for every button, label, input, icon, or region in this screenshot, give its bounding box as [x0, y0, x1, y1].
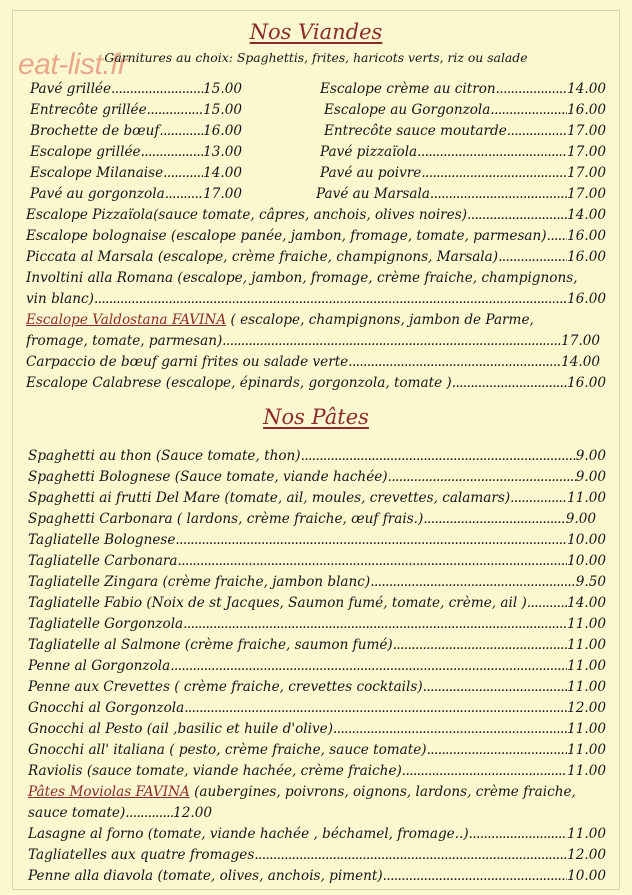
menu-item: Pavé au poivre ..... 17.00: [320, 163, 606, 183]
menu-item: Escalope Calabrese (escalope, épinards, gorgonzola, tomate ) ..... 16.00: [26, 373, 606, 393]
menu-item: Escalope crème au citron ..... 14.00: [320, 79, 606, 99]
menu-item: Escalope grillée ..... 13.00: [30, 142, 242, 162]
menu-item: Escalope Milanaise ..... 14.00: [30, 163, 242, 183]
menu-item: Tagliatelles aux quatre fromages ..... 12.00: [28, 845, 606, 865]
menu-item: Tagliatelle Gorgonzola ..... 11.00: [28, 614, 606, 634]
menu-item: Pavé au gorgonzola ..... 17.00: [30, 184, 242, 204]
menu-item: Entrecôte sauce moutarde ..... 17.00: [324, 121, 606, 141]
menu-item: Escalope au Gorgonzola ..... 16.00: [324, 100, 606, 120]
menu-item: Spaghetti Carbonara ( lardons, crème fraiche, œuf frais.) ..... 9.00: [28, 509, 596, 529]
menu-item: Pavé pizzaïola ..... 17.00: [320, 142, 606, 162]
menu-item: Lasagne al forno (tomate, viande hachée , béchamel, fromage..) ..... 11.00: [28, 824, 606, 844]
menu-item: Gnocchi al Pesto (ail ,basilic et huile d'olive) ..... 11.00: [28, 719, 606, 739]
menu-item: Penne al Gorgonzola ..... 11.00: [28, 656, 606, 676]
menu-item: Pavé au Marsala ..... 17.00: [316, 184, 606, 204]
garnish-subtitle: Garnitures au choix: Spaghettis, frites, haricots verts, riz ou salade: [104, 50, 528, 65]
section-heading-viandes: Nos Viandes: [249, 20, 383, 44]
specialty-name: Pâtes Moviolas FAVINA: [28, 784, 190, 800]
menu-item: fromage, tomate, parmesan) ..... 17.00: [26, 331, 600, 351]
menu-item: Tagliatelle Carbonara ..... 10.00: [28, 551, 606, 571]
menu-item: Spaghetti ai frutti Del Mare (tomate, ail, moules, crevettes, calamars) ..... 11.00: [28, 488, 606, 508]
menu-item: Gnocchi all' italiana ( pesto, crème fraiche, sauce tomate) ..... 11.00: [28, 740, 606, 760]
section-heading-pates: Nos Pâtes: [263, 405, 369, 429]
menu-item-description: Involtini alla Romana (escalope, jambon, fromage, crème fraiche, champignons,: [26, 270, 578, 286]
menu-item: Escalope Pizzaïola(sauce tomate, câpres, anchois, olives noires) ..... 14.00: [26, 205, 606, 225]
menu-item: Raviolis (sauce tomate, viande hachée, crème fraiche) ..... 11.00: [28, 761, 606, 781]
menu-item: Penne alla diavola (tomate, olives, anchois, piment) ..... 10.00: [28, 866, 606, 886]
menu-item: Tagliatelle Bolognese ..... 10.00: [28, 530, 606, 550]
menu-item: Spaghetti Bolognese (Sauce tomate, viande hachée) ..... 9.00: [28, 467, 606, 487]
menu-item: Gnocchi al Gorgonzola ..... 12.00: [28, 698, 606, 718]
menu-item: Carpaccio de bœuf garni frites ou salade verte ..... 14.00: [26, 352, 600, 372]
menu-item: Spaghetti au thon (Sauce tomate, thon) ..... 9.00: [28, 446, 606, 466]
watermark: eat-list.fr: [18, 48, 128, 81]
menu-item: Brochette de bœuf ..... 16.00: [30, 121, 242, 141]
menu-item: Escalope bolognaise (escalope panée, jambon, fromage, tomate, parmesan) ..... 16.00: [26, 226, 606, 246]
menu-item: vin blanc) ..... 16.00: [26, 289, 606, 309]
menu-item-description: Pâtes Moviolas FAVINA (aubergines, poivrons, oignons, lardons, crème fraiche,: [28, 784, 576, 800]
menu-item: Tagliatelle al Salmone (crème fraiche, saumon fumé) ..... 11.00: [28, 635, 606, 655]
menu-item: sauce tomate) ..... 12.00: [28, 803, 212, 823]
menu-item: Tagliatelle Zingara (crème fraiche, jambon blanc) ..... 9.50: [28, 572, 606, 592]
menu-item: Piccata al Marsala (escalope, crème fraiche, champignons, Marsala) ..... 16.00: [26, 247, 606, 267]
menu-item: Penne aux Crevettes ( crème fraiche, crevettes cocktails) ..... 11.00: [28, 677, 606, 697]
menu-item-description: Escalope Valdostana FAVINA ( escalope, champignons, jambon de Parme,: [26, 312, 534, 328]
menu-item: Pavé grillée ..... 15.00: [30, 79, 242, 99]
menu-item: Entrecôte grillée ..... 15.00: [30, 100, 242, 120]
menu-item: Tagliatelle Fabio (Noix de st Jacques, Saumon fumé, tomate, crème, ail ) ..... 14.00: [28, 593, 606, 613]
specialty-name: Escalope Valdostana FAVINA: [26, 312, 227, 328]
